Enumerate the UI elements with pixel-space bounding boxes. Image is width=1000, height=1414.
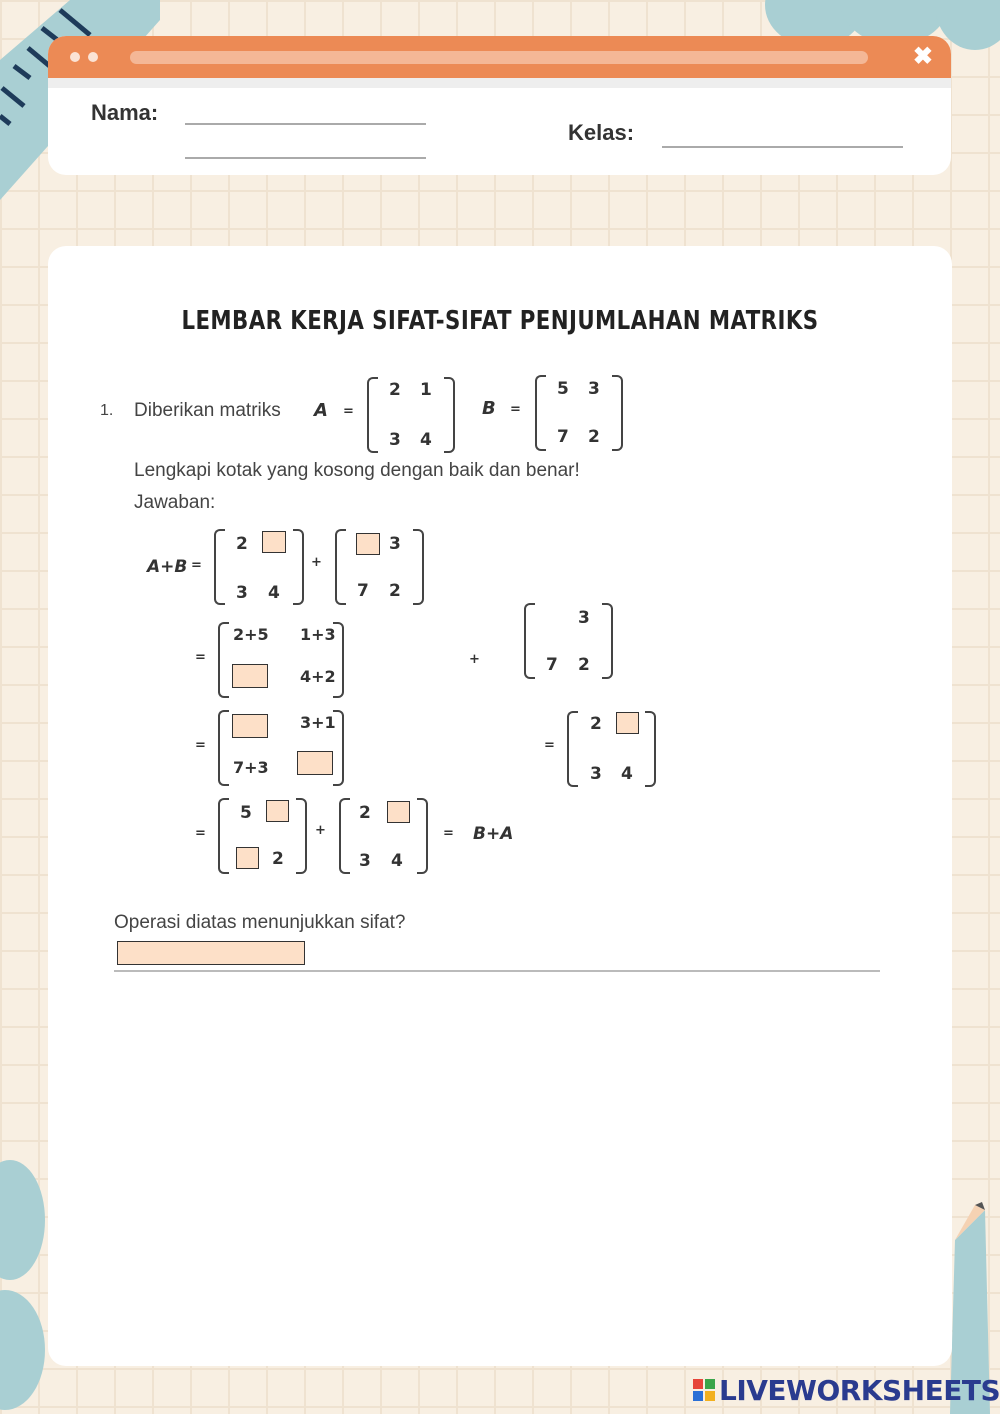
matrix-cell: 4 [420,430,432,450]
plus-sign: + [469,652,480,667]
browser-titlebar [48,36,951,78]
class-input-line[interactable] [662,146,903,148]
matrix-cell: 2+5 [233,625,269,644]
liveworksheets-logo-icon [693,1379,715,1401]
equals-sign: = [443,826,454,841]
matrix-cell: 4 [268,583,280,603]
equals-sign: = [510,402,521,417]
matrix-cell: 2 [389,380,401,400]
class-label: Kelas: [568,120,635,145]
matrix-a-symbol: A [314,400,328,421]
matrix-cell: 3 [389,534,401,554]
plus-sign: + [311,555,322,570]
answer-input-box[interactable] [236,847,259,869]
matrix-cell: 7 [557,427,569,447]
property-question: Operasi diatas menunjukkan sifat? [114,912,406,933]
matrix-cell: 1+3 [300,625,336,644]
property-answer-box[interactable] [117,941,305,965]
matrix-cell: 2 [590,714,602,734]
address-bar [130,51,868,64]
matrix-cell: 3 [389,430,401,450]
equals-sign: = [191,558,202,573]
matrix-cell: 3 [590,764,602,784]
question-number: 1. [100,402,114,419]
matrix-cell: 4+2 [300,667,336,686]
matrix-cell: 1 [420,380,432,400]
equals-sign: = [544,738,555,753]
answer-input-box[interactable] [232,664,268,688]
answer-line [114,970,880,972]
matrix-cell: 2 [588,427,600,447]
a-plus-b-symbol: A+B [147,557,188,577]
answer-input-box[interactable] [262,531,286,553]
b-plus-a-symbol: B+A [473,824,514,844]
matrix-cell: 4 [621,764,633,784]
matrix-cell: 4 [391,851,403,871]
matrix-cell: 2 [389,581,401,601]
name-input-line-2[interactable] [185,157,426,159]
instruction-text: Lengkapi kotak yang kosong dengan baik dan benar! [134,460,580,481]
matrix-cell: 7 [357,581,369,601]
matrix-cell: 2 [578,655,590,675]
matrix-cell: 2 [236,534,248,554]
equals-sign: = [195,826,206,841]
answer-label: Jawaban: [134,492,216,513]
equals-sign: = [343,404,354,419]
liveworksheets-logo: LIVEWORKSHEETS [719,1374,1000,1407]
name-label: Nama: [91,100,159,125]
worksheet-title: LEMBAR KERJA SIFAT-SIFAT PENJUMLAHAN MATRIKS [181,306,819,336]
answer-input-box[interactable] [297,751,333,775]
matrix-cell: 7+3 [233,758,269,777]
matrix-cell: 2 [359,803,371,823]
matrix-cell: 5 [240,803,252,823]
matrix-cell: 2 [272,849,284,869]
matrix-cell: 3 [588,379,600,399]
name-input-line[interactable] [185,123,426,125]
plus-sign: + [315,823,326,838]
equals-sign: = [195,738,206,753]
matrix-cell: 5 [557,379,569,399]
matrix-b-symbol: B [482,398,496,419]
matrix-cell: 3 [578,608,590,628]
answer-input-box[interactable] [266,800,289,822]
answer-input-box[interactable] [232,714,268,738]
answer-input-box[interactable] [387,801,410,823]
window-dot-icon [88,52,98,62]
matrix-cell: 3+1 [300,713,336,732]
matrix-cell: 3 [359,851,371,871]
answer-input-box[interactable] [356,533,380,555]
equals-sign: = [195,650,206,665]
student-info-card [48,36,951,175]
window-dot-icon [70,52,80,62]
matrix-cell: 7 [546,655,558,675]
answer-input-box[interactable] [616,712,639,734]
matrix-cell: 3 [236,583,248,603]
given-text: Diberikan matriks [134,400,281,421]
close-icon: ✖ [912,43,933,70]
